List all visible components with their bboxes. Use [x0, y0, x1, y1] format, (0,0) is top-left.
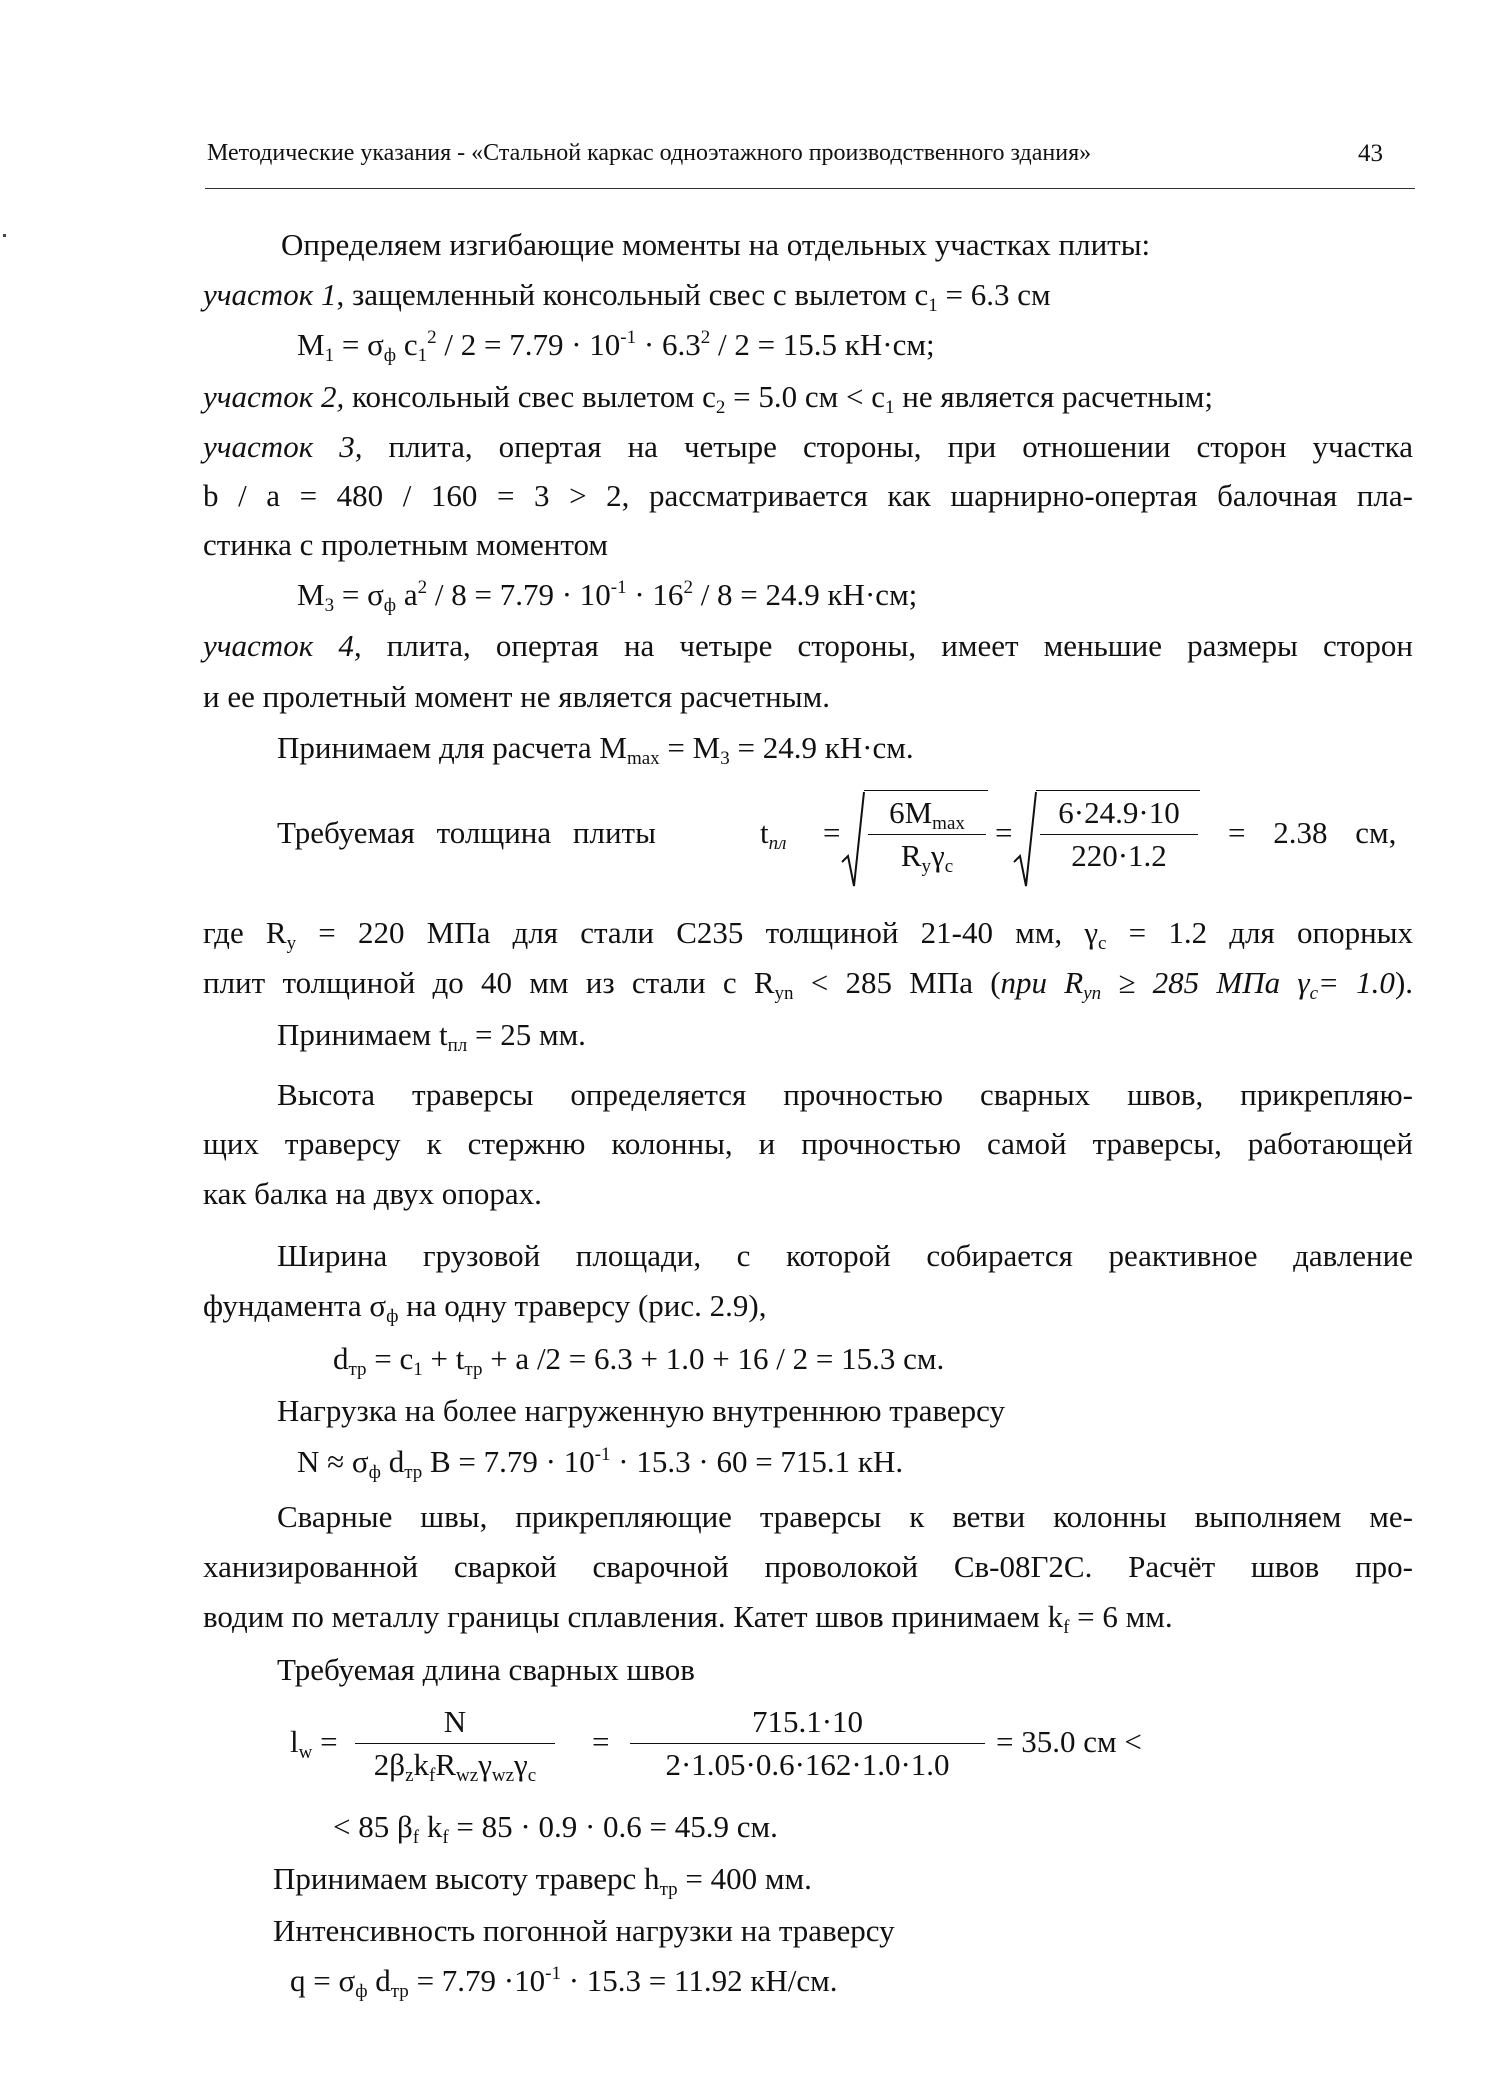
formula-eq: =: [823, 815, 841, 850]
paragraph-line: Принимаем $t_{пл} = 25$ мм.: [277, 1017, 586, 1056]
formula-line: $q = \sigma_ф$ $d_{тр} = 7.79 \cdot 10^{-1} \cdot 15.3 = 11.92$ кН/см.: [290, 1963, 838, 2002]
formula-line: $N \approx \sigma_ф$ $d_{тр}$ $B = 7.79 \cdot 10^{-1} \cdot 15.3 \cdot 60 = 715.1$ кН.: [297, 1444, 904, 1483]
fraction: N $2\beta_zk_fR_{wz}\gamma_{wz}\gamma_c$: [355, 1703, 555, 1784]
paragraph-line: Интенсивность погонной нагрузки на траверсу: [273, 1913, 895, 1948]
paragraph-line: Сварные швы, прикрепляющие траверсы к ветви колонны выполняем ме-: [277, 1499, 1413, 1534]
sqrt-sign: [1012, 790, 1038, 890]
paragraph-line: стинка с пролетным моментом: [203, 527, 608, 562]
fraction: $6M_{max}$ $R_y\gamma_c$: [868, 794, 986, 875]
paragraph-line: b / a = 480 / 160 = 3 > 2, рассматривается как шарнирно-опертая балочная пла-: [203, 478, 1413, 513]
fraction: 715.1·10 2·1.05·0.6·162·1.0·1.0: [630, 1703, 985, 1784]
paragraph-line: фундамента $\sigma_ф$ на одну траверсу (рис. 2.9),: [203, 1288, 767, 1327]
fraction: 6·24.9·10 220·1.2: [1040, 794, 1198, 875]
sqrt-overline: [1036, 790, 1200, 791]
header-rule: [205, 188, 1415, 189]
paragraph-line: водим по металлу границы сплавления. Катет швов принимаем $k_f = 6$ мм.: [203, 1599, 1173, 1638]
paragraph-line: где $R_y = 220$ МПа для стали С235 толщиной 21-40 мм, $\gamma_c = 1.2$ для опорных: [203, 915, 1413, 954]
scan-speck: [3, 234, 6, 237]
paragraph-line: участок 2, консольный свес вылетом $c_2 = 5.0$ см < $c_1$ не является расчетным;: [203, 379, 1213, 418]
formula-eq: =: [995, 815, 1013, 850]
header-title: Методические указания - «Стальной каркас одноэтажного производственного здания»: [207, 140, 1092, 166]
paragraph-line: участок 4, плита, опертая на четыре стороны, имеет меньшие размеры сторон: [203, 628, 1413, 663]
formula-var: $t_{пл}$: [760, 815, 787, 854]
paragraph-line: щих траверсу к стержню колонны, и прочностью самой траверсы, работающей: [203, 1126, 1413, 1161]
paragraph-line: плит толщиной до 40 мм из стали с $R_{yn} < 285$ МПа (при $R_{yn} \ge 285$ МПа $\gamma_c= 1.0$).: [203, 965, 1414, 1004]
paragraph-line: Требуемая длина сварных швов: [277, 1652, 695, 1687]
paragraph-line: ханизированной сваркой сварочной проволокой Св-08Г2С. Расчёт швов про-: [203, 1549, 1413, 1584]
paragraph-line: Определяем изгибающие моменты на отдельных участках плиты:: [281, 227, 1151, 262]
paragraph-line: Ширина грузовой площади, с которой собирается реактивное давление: [277, 1238, 1413, 1273]
formula-line: $d_{тр} = c_1 + t_{тр} + a$ /2 = 6.3 + 1.0 + 16 / 2 = 15.3 см.: [333, 1341, 945, 1380]
formula-line: < 85 $\beta_f$ $k_f = 85 \cdot 0.9 \cdot 0.6 = 45.9$ см.: [333, 1809, 778, 1848]
sqrt-sign: [840, 790, 866, 890]
sqrt-overline: [864, 790, 988, 791]
paragraph-line: Нагрузка на более нагруженную внутреннюю траверсу: [277, 1393, 1006, 1428]
formula-line: $M_1 = \sigma_ф$ $c_1^2 / 2 = 7.79 \cdot 10^{-1} \cdot 6.3^2 / 2 = 15.5$ кН·см;: [297, 327, 935, 366]
paragraph-line: участок 3, плита, опертая на четыре стороны, при отношении сторон участка: [203, 429, 1413, 464]
paragraph-line: участок 1, защемленный консольный свес с вылетом $c_1 = 6.3$ см: [203, 277, 1051, 316]
paragraph-line: Принимаем высоту траверс $h_{тр} = 400$ мм.: [273, 1861, 812, 1900]
formula-eq: =: [592, 1724, 610, 1759]
paragraph-line: и ее пролетный момент не является расчетным.: [203, 679, 830, 714]
formula-label: Требуемая толщина плиты: [277, 815, 656, 850]
paragraph-line: как балка на двух опорах.: [203, 1176, 542, 1211]
formula-result: = 35.0 см <: [996, 1724, 1142, 1759]
paragraph-line: Принимаем для расчета $M_{max} = M_3 = 24.9$ кН·см.: [277, 730, 914, 769]
formula-result: = 2.38 см,: [1228, 815, 1397, 850]
formula-line: $M_3 = \sigma_ф$ $a^2 / 8 = 7.79 \cdot 10^{-1} \cdot 16^2 / 8 = 24.9$ кН·см;: [297, 577, 918, 616]
formula-var: $l_w$ =: [290, 1724, 338, 1763]
paragraph-line: Высота траверсы определяется прочностью сварных швов, прикрепляю-: [277, 1077, 1413, 1112]
page-number: 43: [1358, 140, 1383, 167]
